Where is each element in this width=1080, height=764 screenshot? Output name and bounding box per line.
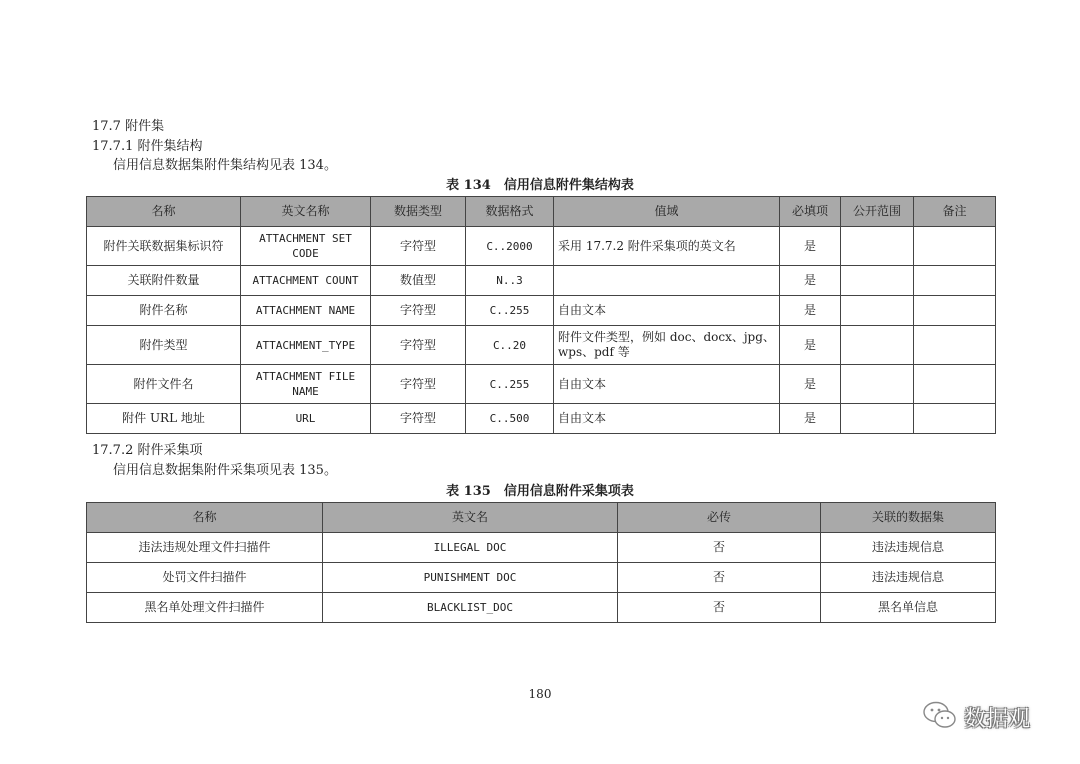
table-135-header-row <box>87 503 996 533</box>
section-heading-17-7-1: 17.7.1 附件集结构 <box>92 139 203 154</box>
cell-related-dataset: 违法违规信息 <box>821 533 996 563</box>
table-row <box>87 266 996 296</box>
cell-data-type: 数值型 <box>371 266 466 296</box>
cell-english-name: BLACKLIST_DOC <box>323 593 618 623</box>
cell-name: 关联附件数量 <box>87 266 241 296</box>
col-header-value-range: 值域 <box>554 197 780 227</box>
table-row <box>87 404 996 434</box>
col-header-required: 必填项 <box>780 197 841 227</box>
cell-data-type: 字符型 <box>371 365 466 404</box>
table-row <box>87 593 996 623</box>
cell-public-scope <box>841 296 914 326</box>
cell-name: 处罚文件扫描件 <box>87 563 323 593</box>
intro-paragraph-134: 信用信息数据集附件集结构见表 134。 <box>113 158 337 173</box>
intro-paragraph-135: 信用信息数据集附件采集项见表 135。 <box>113 463 337 478</box>
table-134-header-row <box>87 197 996 227</box>
table-row <box>87 365 996 404</box>
cell-related-dataset: 违法违规信息 <box>821 563 996 593</box>
cell-name: 违法违规处理文件扫描件 <box>87 533 323 563</box>
col-header-related-dataset: 关联的数据集 <box>821 503 996 533</box>
cell-data-format: C..500 <box>466 404 554 434</box>
cell-english-name: ATTACHMENT FILE NAME <box>241 365 371 404</box>
cell-english-name: ATTACHMENT_TYPE <box>241 326 371 365</box>
cell-required: 是 <box>780 365 841 404</box>
cell-required: 是 <box>780 326 841 365</box>
cell-name: 附件类型 <box>87 326 241 365</box>
col-header-english-name: 英文名 <box>323 503 618 533</box>
cell-name: 附件关联数据集标识符 <box>87 227 241 266</box>
cell-english-name: ATTACHMENT SET CODE <box>241 227 371 266</box>
col-header-public-scope: 公开范围 <box>841 197 914 227</box>
cell-data-type: 字符型 <box>371 404 466 434</box>
cell-remarks <box>914 404 996 434</box>
table-135 <box>86 502 996 623</box>
cell-name: 黑名单处理文件扫描件 <box>87 593 323 623</box>
cell-remarks <box>914 266 996 296</box>
table-row <box>87 296 996 326</box>
col-header-remarks: 备注 <box>914 197 996 227</box>
col-header-name: 名称 <box>87 503 323 533</box>
cell-data-type: 字符型 <box>371 296 466 326</box>
cell-remarks <box>914 326 996 365</box>
cell-public-scope <box>841 404 914 434</box>
cell-required: 是 <box>780 296 841 326</box>
cell-data-format: C..255 <box>466 365 554 404</box>
cell-public-scope <box>841 227 914 266</box>
cell-english-name: ILLEGAL DOC <box>323 533 618 563</box>
table-row <box>87 227 996 266</box>
watermark-text: 数据观 <box>964 706 1031 732</box>
cell-english-name: URL <box>241 404 371 434</box>
cell-mandatory-upload: 否 <box>618 533 821 563</box>
table-row <box>87 326 996 365</box>
col-header-name: 名称 <box>87 197 241 227</box>
cell-mandatory-upload: 否 <box>618 593 821 623</box>
table-135-caption: 表 135 信用信息附件采集项表 <box>446 484 634 499</box>
cell-value-range: 自由文本 <box>554 365 780 404</box>
cell-data-type: 字符型 <box>371 227 466 266</box>
cell-required: 是 <box>780 227 841 266</box>
col-header-data-format: 数据格式 <box>466 197 554 227</box>
watermark <box>922 700 1030 734</box>
cell-english-name: ATTACHMENT COUNT <box>241 266 371 296</box>
cell-name: 附件 URL 地址 <box>87 404 241 434</box>
cell-mandatory-upload: 否 <box>618 563 821 593</box>
cell-english-name: PUNISHMENT DOC <box>323 563 618 593</box>
cell-data-format: N..3 <box>466 266 554 296</box>
cell-value-range: 自由文本 <box>554 404 780 434</box>
cell-data-type: 字符型 <box>371 326 466 365</box>
col-header-mandatory-upload: 必传 <box>618 503 821 533</box>
cell-data-format: C..20 <box>466 326 554 365</box>
cell-related-dataset: 黑名单信息 <box>821 593 996 623</box>
cell-value-range: 附件文件类型，例如 doc、docx、jpg、wps、pdf 等 <box>554 326 780 365</box>
cell-remarks <box>914 296 996 326</box>
page-number: 180 <box>528 687 552 701</box>
cell-english-name: ATTACHMENT NAME <box>241 296 371 326</box>
cell-required: 是 <box>780 404 841 434</box>
cell-public-scope <box>841 326 914 365</box>
table-row <box>87 563 996 593</box>
table-134 <box>86 196 996 434</box>
cell-value-range: 采用 17.7.2 附件采集项的英文名 <box>554 227 780 266</box>
cell-value-range: 自由文本 <box>554 296 780 326</box>
cell-data-format: C..255 <box>466 296 554 326</box>
cell-public-scope <box>841 266 914 296</box>
table-134-caption: 表 134 信用信息附件集结构表 <box>446 178 634 193</box>
cell-remarks <box>914 365 996 404</box>
cell-value-range <box>554 266 780 296</box>
table-row <box>87 533 996 563</box>
cell-public-scope <box>841 365 914 404</box>
section-heading-17-7: 17.7 附件集 <box>92 119 165 134</box>
section-heading-17-7-2: 17.7.2 附件采集项 <box>92 443 203 458</box>
cell-name: 附件名称 <box>87 296 241 326</box>
cell-remarks <box>914 227 996 266</box>
col-header-data-type: 数据类型 <box>371 197 466 227</box>
wechat-icon <box>922 700 958 734</box>
cell-required: 是 <box>780 266 841 296</box>
cell-data-format: C..2000 <box>466 227 554 266</box>
col-header-english-name: 英文名称 <box>241 197 371 227</box>
cell-name: 附件文件名 <box>87 365 241 404</box>
